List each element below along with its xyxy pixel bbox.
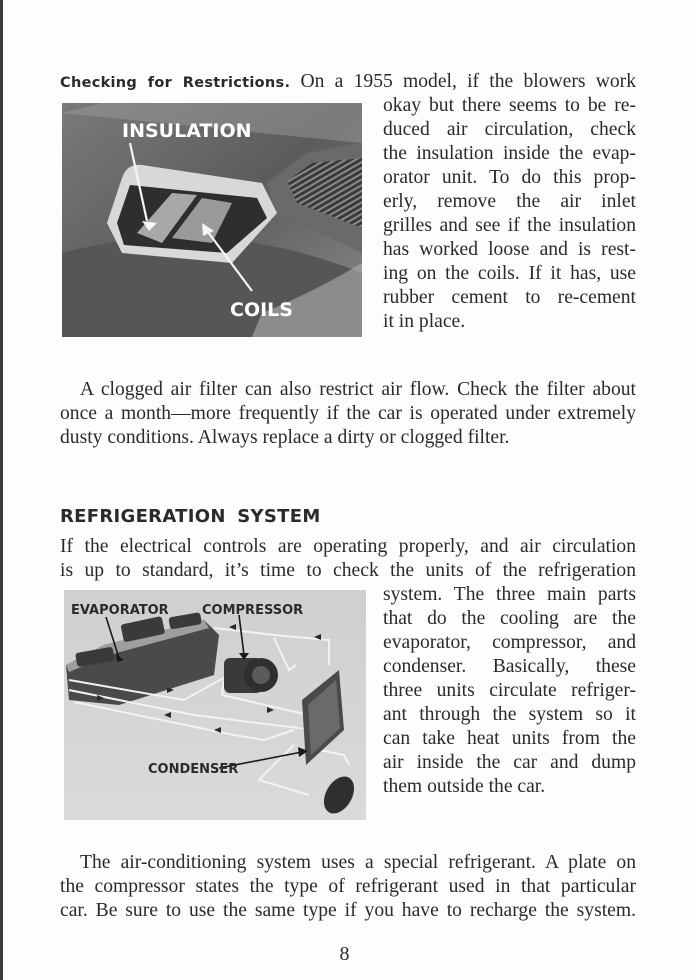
text-line: A clogged air filter can also restrict air flow. Check the filter about — [80, 379, 636, 400]
evaporator-insulation-photo — [62, 103, 362, 337]
text-line: it in place. — [383, 311, 466, 332]
text-line: system. The three main parts — [383, 584, 636, 605]
text-line: erly, remove the air inlet — [383, 191, 636, 212]
text-line: has worked loose and is rest- — [383, 239, 636, 260]
text-line: them outside the car. — [383, 776, 546, 797]
text-line: evaporator, compressor, and — [383, 632, 636, 653]
section1-first-line — [60, 70, 636, 96]
text-line: can take heat units from the — [383, 728, 636, 749]
text-line: duced air circulation, check — [383, 119, 636, 140]
text-line: that do the cooling are the — [383, 608, 636, 629]
page-edge — [0, 0, 3, 980]
section-heading: REFRIGERATION SYSTEM — [60, 506, 321, 527]
text-line: grilles and see if the insulation — [383, 215, 636, 236]
label-evaporator: EVAPORATOR — [71, 603, 169, 618]
text-line: once a month—more frequently if the car is operated under extremely — [60, 403, 636, 424]
text-line: is up to standard, it’s time to check the units of the refrigeration — [60, 560, 636, 581]
text-line: the compressor states the type of refrigerant used in that particular — [60, 876, 636, 897]
label-insulation: INSULATION — [122, 120, 252, 142]
text-line: rubber cement to re-cement — [383, 287, 636, 308]
page-number: 8 — [339, 943, 350, 965]
label-coils: COILS — [230, 299, 293, 321]
text-line: car. Be sure to use the same type if you have to recharge the system. — [60, 900, 636, 921]
text-line: condenser. Basically, these — [383, 656, 636, 677]
text-line: ing on the coils. If it has, use — [383, 263, 636, 284]
refrigeration-system-photo — [64, 590, 366, 820]
text-line: three units circulate refriger- — [383, 680, 636, 701]
text-line: If the electrical controls are operating properly, and air circulation — [60, 536, 636, 557]
text-line: dusty conditions. Always replace a dirty or clogged filter. — [60, 427, 510, 448]
text-line: air inside the car and dump — [383, 752, 636, 773]
text-line: okay but there seems to be re- — [383, 95, 636, 116]
text-line: ant through the system so it — [383, 704, 636, 725]
label-condenser: CONDENSER — [148, 762, 239, 777]
text-line: orator unit. To do this prop- — [383, 167, 636, 188]
text-line: The air-conditioning system uses a special refrigerant. A plate on — [80, 852, 636, 873]
text-line: On a 1955 model, if the blowers work — [300, 71, 636, 92]
runin-heading: Checking for Restrictions. — [60, 75, 291, 91]
label-compressor: COMPRESSOR — [202, 603, 304, 618]
text-line: the insulation inside the evap- — [383, 143, 636, 164]
